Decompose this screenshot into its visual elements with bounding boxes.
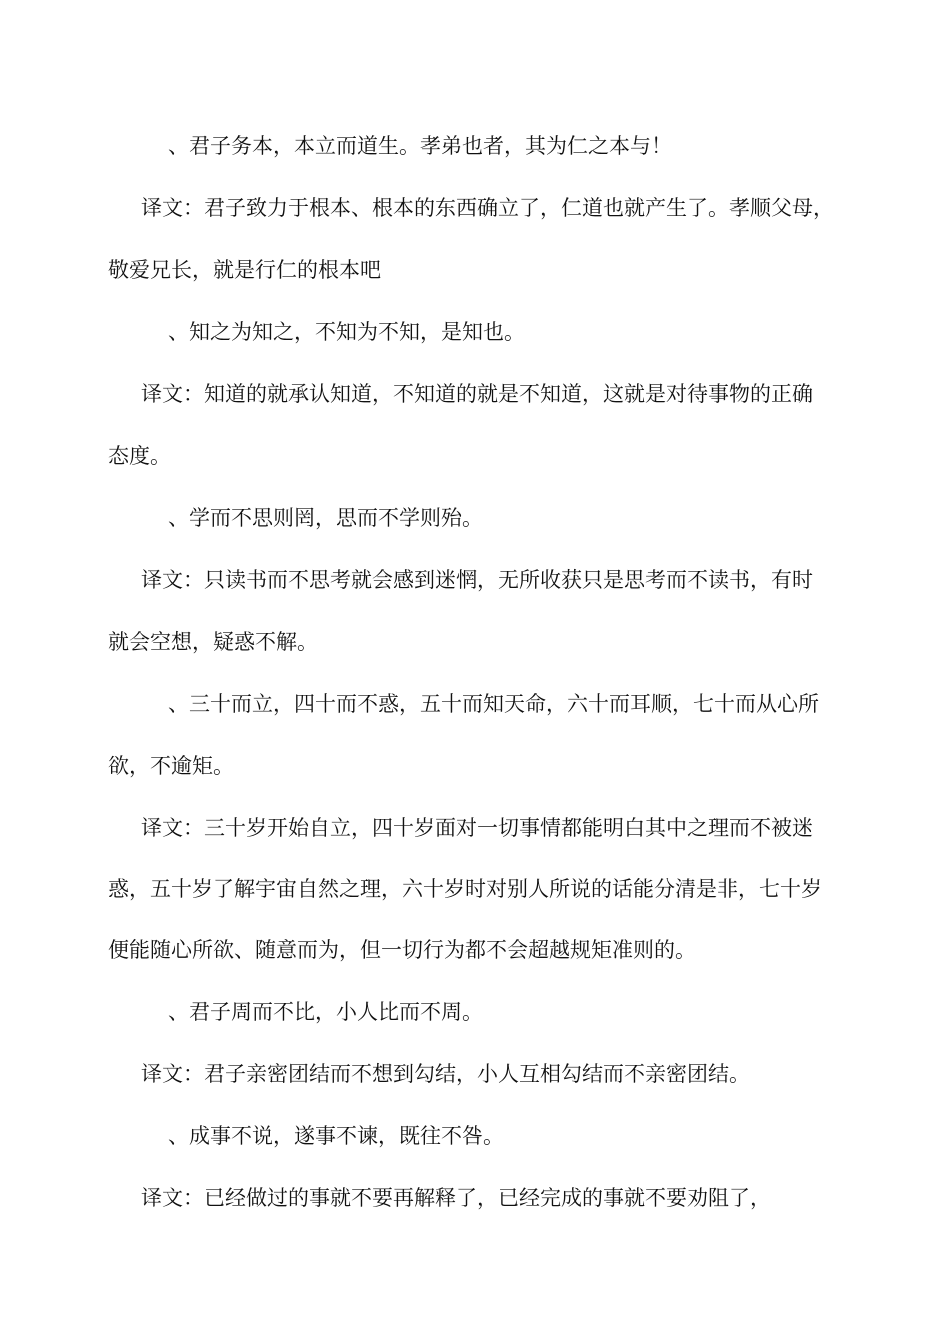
translation-continuation-line: 态度。: [108, 444, 171, 468]
translation-continuation-line: 就会空想，疑惑不解。: [108, 630, 318, 654]
quote-line: 、君子务本，本立而道生。孝弟也者，其为仁之本与！: [168, 134, 672, 158]
translation-line: 译文：知道的就承认知道，不知道的就是不知道，这就是对待事物的正确: [141, 382, 813, 406]
quote-line: 、三十而立，四十而不惑，五十而知天命，六十而耳顺，七十而从心所: [168, 692, 819, 716]
translation-continuation-line: 便能随心所欲、随意而为，但一切行为都不会超越规矩准则的。: [108, 938, 696, 962]
translation-line: 译文：君子致力于根本、根本的东西确立了，仁道也就产生了。孝顺父母，: [141, 196, 834, 220]
translation-line: 译文：三十岁开始自立，四十岁面对一切事情都能明白其中之理而不被迷: [141, 816, 813, 840]
translation-continuation-line: 敬爱兄长，就是行仁的根本吧: [108, 258, 381, 282]
quote-line: 、成事不说，遂事不谏，既往不咎。: [168, 1124, 504, 1148]
translation-continuation-line: 惑，五十岁了解宇宙自然之理，六十岁时对别人所说的话能分清是非，七十岁: [108, 877, 822, 901]
translation-line: 译文：已经做过的事就不要再解释了，已经完成的事就不要劝阻了，: [141, 1186, 771, 1210]
quote-line: 、学而不思则罔，思而不学则殆。: [168, 506, 483, 530]
translation-line: 译文：君子亲密团结而不想到勾结，小人互相勾结而不亲密团结。: [141, 1062, 750, 1086]
quote-continuation-line: 欲，不逾矩。: [108, 754, 234, 778]
quote-line: 、君子周而不比，小人比而不周。: [168, 1000, 483, 1024]
quote-line: 、知之为知之，不知为不知，是知也。: [168, 320, 525, 344]
translation-line: 译文：只读书而不思考就会感到迷惘，无所收获只是思考而不读书，有时: [141, 568, 813, 592]
